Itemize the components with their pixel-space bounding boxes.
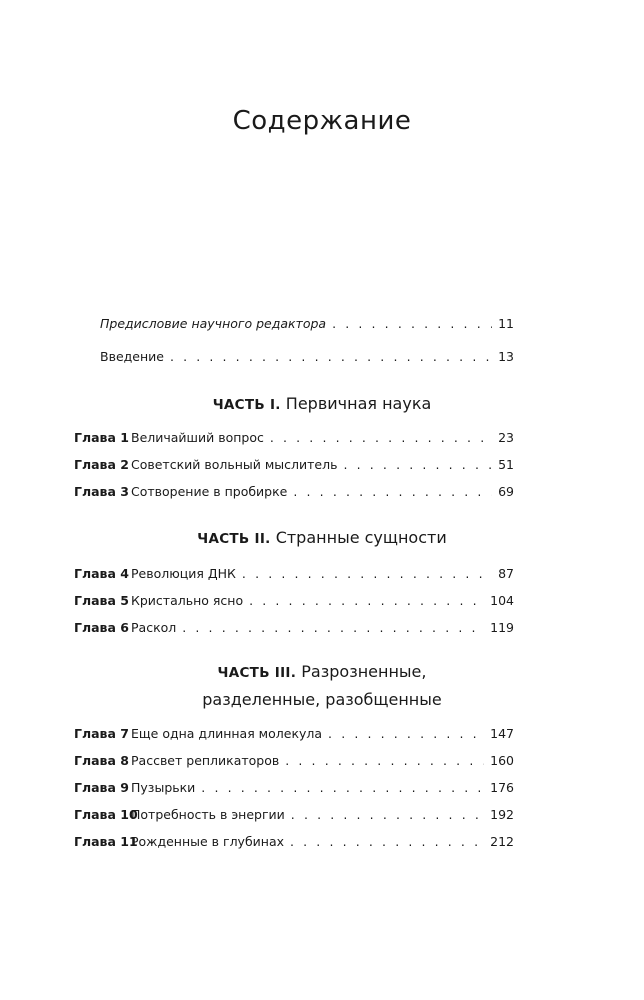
entry-page: 13: [498, 349, 514, 364]
chapter-number: Глава 3: [74, 484, 129, 499]
chapter-title: Рассвет репликаторов: [131, 753, 280, 768]
dot-leader: [242, 566, 492, 581]
entry-title: Предисловие научного редактора: [100, 316, 327, 331]
chapter-number: Глава 8: [74, 753, 129, 768]
dot-leader: [332, 316, 492, 331]
chapter-page: 104: [490, 593, 514, 608]
toc-entry-chapter-11[interactable]: [74, 834, 514, 854]
dot-leader: [328, 726, 484, 741]
page-title: Содержание: [232, 106, 412, 136]
dot-leader: [270, 430, 492, 445]
part-title: Разрозненные,: [301, 662, 427, 681]
entry-title: Введение: [100, 349, 164, 364]
chapter-title: Потребность в энергии: [131, 807, 285, 822]
dot-leader: [182, 620, 484, 635]
toc-entry-chapter-7[interactable]: [74, 726, 514, 746]
chapter-number: Глава 10: [74, 807, 138, 822]
chapter-number: Глава 1: [74, 430, 129, 445]
entry-page: 11: [498, 316, 514, 331]
part-heading-3: [0, 660, 644, 712]
part-label: ЧАСТЬ III.: [217, 665, 297, 681]
part-title: Странные сущности: [275, 528, 447, 547]
chapter-page: 69: [498, 484, 514, 499]
dot-leader: [249, 593, 484, 608]
toc-entry-chapter-6[interactable]: [74, 620, 514, 640]
chapter-page: 160: [490, 753, 514, 768]
chapter-number: Глава 4: [74, 566, 129, 581]
chapter-number: Глава 6: [74, 620, 129, 635]
chapter-number: Глава 5: [74, 593, 129, 608]
dot-leader: [290, 834, 484, 849]
chapter-page: 192: [490, 807, 514, 822]
chapter-title: Рожденные в глубинах: [131, 834, 285, 849]
toc-entry-introduction[interactable]: [100, 349, 514, 369]
toc-entry-chapter-8[interactable]: [74, 753, 514, 773]
part-label: ЧАСТЬ II.: [197, 531, 271, 547]
toc-entry-preface[interactable]: [100, 316, 514, 336]
chapter-title: Советский вольный мыслитель: [131, 457, 338, 472]
chapter-number: Глава 9: [74, 780, 129, 795]
chapter-page: 51: [498, 457, 514, 472]
toc-entry-chapter-1[interactable]: [74, 430, 514, 450]
part-title: Первичная наука: [285, 394, 432, 413]
part-heading-2: [0, 526, 644, 551]
chapter-page: 147: [490, 726, 514, 741]
dot-leader: [201, 780, 484, 795]
toc-entry-chapter-5[interactable]: [74, 593, 514, 613]
part-heading-1: [0, 392, 644, 417]
chapter-page: 23: [498, 430, 514, 445]
chapter-title: Сотворение в пробирке: [131, 484, 288, 499]
chapter-number: Глава 7: [74, 726, 129, 741]
part-title-continued: разделенные, разобщенные: [202, 690, 442, 709]
dot-leader: [285, 753, 484, 768]
toc-entry-chapter-2[interactable]: [74, 457, 514, 477]
toc-entry-chapter-10[interactable]: [74, 807, 514, 827]
toc-entry-chapter-4[interactable]: [74, 566, 514, 586]
chapter-page: 87: [498, 566, 514, 581]
part-label: ЧАСТЬ I.: [212, 397, 281, 413]
dot-leader: [170, 349, 492, 364]
chapter-page: 119: [490, 620, 514, 635]
chapter-page: 176: [490, 780, 514, 795]
chapter-number: Глава 11: [74, 834, 138, 849]
chapter-title: Величайший вопрос: [131, 430, 264, 445]
dot-leader: [291, 807, 484, 822]
chapter-title: Еще одна длинная молекула: [131, 726, 323, 741]
dot-leader: [293, 484, 492, 499]
dot-leader: [343, 457, 492, 472]
chapter-title: Кристально ясно: [131, 593, 244, 608]
toc-entry-chapter-9[interactable]: [74, 780, 514, 800]
chapter-title: Пузырьки: [131, 780, 196, 795]
chapter-page: 212: [490, 834, 514, 849]
chapter-number: Глава 2: [74, 457, 129, 472]
chapter-title: Раскол: [131, 620, 177, 635]
chapter-title: Революция ДНК: [131, 566, 236, 581]
toc-entry-chapter-3[interactable]: [74, 484, 514, 504]
